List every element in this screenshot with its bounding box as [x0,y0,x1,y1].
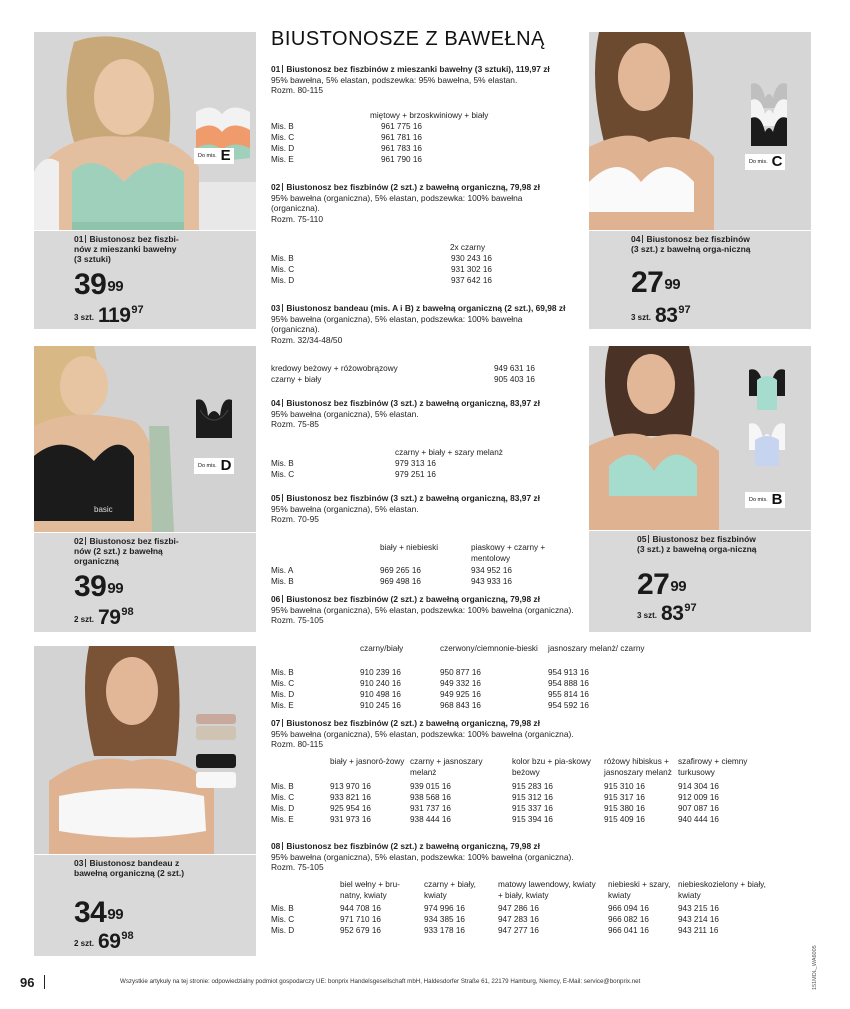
table-row: Mis. D 910 498 16 949 925 16 955 814 16 [271,690,589,699]
table-row: Mis. C 933 821 16 938 568 16 915 312 16 915 317 16 912 009 16 [271,793,719,802]
table-row: Mis. D 925 954 16 931 737 16 915 337 16 915 380 16 907 087 16 [271,804,719,813]
color-header: 2x czarny [450,243,486,252]
tile-title: 04 Biustonosz bez fiszbinów (3 szt.) z bawełną orga-niczną [631,234,751,254]
model-image-02 [34,346,256,532]
page-number: 96 [20,975,35,990]
table-row: kredowy beżowy + różowobrązowy 949 631 16 [271,364,535,373]
color-header: niebieskozielony + biały, kwiaty [678,880,766,900]
model-image-01 [34,32,256,230]
item-07: 07 Biustonosz bez fiszbinów (2 szt.) z bawełną organiczną, 79,98 zł 95% bawełna (organiczna), 5% elastan, podszewka: 100% bawełna (organiczna). Rozm. 80-115 [271,718,574,750]
tile-title: 02 Biustonosz bez fiszbi-nów (2 szt.) z bawełną organiczną [74,536,179,566]
table-row: Mis. E 931 973 16 938 444 16 915 394 16 915 409 16 940 444 16 [271,815,719,824]
item-04: 04 Biustonosz bez fiszbinów (3 szt.) z bawełną organiczną, 83,97 zł 95% bawełna (organiczna), 5% elastan. Rozm. 75-85 [271,398,540,430]
cup-size-badge: Do mis. B [745,492,785,508]
item-02: 02 Biustonosz bez fiszbinów (2 szt.) z bawełną organiczną, 79,98 zł 95% bawełna (organiczna), 5% elastan, podszewka: 100% bawełna (organiczna). Rozm. 75-110 [271,182,540,224]
product-photo-02 [34,346,256,532]
color-header: jasnoszary melanż/ czarny [548,644,645,653]
table-row: Mis. C 910 240 16 949 332 16 954 888 16 [271,679,589,688]
table-row: Mis. B 910 239 16 950 877 16 954 913 16 [271,668,589,677]
item-03: 03 Biustonosz bandeau (mis. A i B) z bawełną organiczną (2 szt.), 69,98 zł 95% bawełna (organiczna), 5% elastan, podszewka: 100% bawełna (organiczna). Rozm. 32/34-48/50 [271,303,566,345]
product-tile-04[interactable] [589,32,811,329]
unit-price: $39^{99}$ [74,570,124,603]
color-header: czarny + biały + szary melanż [395,448,503,457]
table-row: Mis. B 979 313 16 [271,459,436,468]
multipack-price: 2 szt. $79^{98}$ [74,606,134,629]
table-row: Mis. C 931 302 16 [271,265,492,274]
table-row: Mis. C 971 710 16 934 385 16 947 283 16 966 082 16 943 214 16 [271,915,719,924]
product-tile-01[interactable] [34,32,256,329]
model-image-03 [34,646,256,854]
table-row: Mis. B 961 775 16 [271,122,422,131]
color-header: różowy hibiskus + jasnoszary melanż [604,757,672,777]
page-title: BIUSTONOSZE Z BAWEŁNĄ [271,28,545,50]
table-row: Mis. B 969 498 16 943 933 16 [271,577,512,586]
table-row: Mis. D 937 642 16 [271,276,492,285]
color-header: szafirowy + ciemny turkusowy [678,757,748,777]
model-image-04 [589,32,811,230]
table-row: Mis. B 944 708 16 974 996 16 947 286 16 966 094 16 943 215 16 [271,904,719,913]
product-tile-02[interactable] [34,346,256,632]
color-header: matowy lawendowy, kwiaty + biały, kwiaty [498,880,596,900]
multipack-price: 3 szt. $119^{97}$ [74,304,144,327]
color-header: biały + niebieski [380,543,439,552]
table-row: czarny + biały 905 403 16 [271,375,535,384]
color-header: czarny/biały [360,644,404,653]
product-photo-04 [589,32,811,230]
product-tile-03[interactable] [34,646,256,956]
color-header: biel wełny + bru-natny, kwiaty [340,880,400,900]
page-number-divider [44,975,45,989]
table-row: Mis. E 961 790 16 [271,155,422,164]
color-header: czarny + jasnoszary melanż [410,757,483,777]
product-photo-01 [34,32,256,230]
unit-price: $27^{99}$ [631,266,681,299]
cup-size-badge: Do mis. D [194,458,234,474]
multipack-price: 3 szt. $83^{97}$ [631,304,691,327]
table-row: Mis. A 969 265 16 934 952 16 [271,566,512,575]
color-header: czarny + biały, kwiaty [424,880,476,900]
tile-title: 03 Biustonosz bandeau z bawełną organiczną (2 szt.) [74,858,185,878]
color-header: miętowy + brzoskwiniowy + biały [370,111,489,120]
unit-price: $27^{99}$ [637,568,687,601]
footer-legal-text: Wszystkie artykuły na tej stronie: odpowiedzialny podmiot gospodarczy UE: bonprix Handelsgesellschaft mbH, Haldesdorfer Straße 61, 22179 Hamburg, Niemcy, E-Mail: service@bonprix.net [120,978,641,985]
table-row: Mis. D 952 679 16 933 178 16 947 277 16 966 041 16 943 211 16 [271,926,719,935]
product-photo-03 [34,646,256,854]
item-08: 08 Biustonosz bez fiszbinów (2 szt.) z bawełną organiczną, 79,98 zł 95% bawełna (organiczna), 5% elastan, podszewka: 100% bawełna (organiczna). Rozm. 75-105 [271,841,574,873]
multipack-price: 2 szt. $69^{98}$ [74,930,134,953]
table-row: Mis. C 979 251 16 [271,470,436,479]
table-row: Mis. B 930 243 16 [271,254,492,263]
product-tile-05[interactable] [589,346,811,632]
cup-size-badge: Do mis. C [745,154,785,170]
color-header: kolor bzu + pia-skowy beżowy [512,757,591,777]
multipack-price: 3 szt. $83^{97}$ [637,602,697,625]
table-row: Mis. D 961 783 16 [271,144,422,153]
color-header: niebieski + szary, kwiaty [608,880,671,900]
tile-title: 05 Biustonosz bez fiszbinów (3 szt.) z bawełną orga-niczną [637,534,757,554]
tile-title: 01 Biustonosz bez fiszbi-nów z mieszanki bawełny (3 sztuki) [74,234,179,264]
item-01: 01 Biustonosz bez fiszbinów z mieszanki bawełny (3 sztuki), 119,97 zł 95% bawełna, 5% elastan, podszewka: 95% bawełna, 5% elastan. Rozm. 80-115 [271,64,550,96]
unit-price: $34^{99}$ [74,896,124,929]
unit-price: $39^{99}$ [74,268,124,301]
item-05: 05 Biustonosz bez fiszbinów (3 szt.) z bawełną organiczną, 83,97 zł 95% bawełna (organiczna), 5% elastan. Rozm. 70-95 [271,493,540,525]
table-row: Mis. C 961 781 16 [271,133,422,142]
svg-text:basic: basic [94,505,113,514]
item-06: 06 Biustonosz bez fiszbinów (2 szt.) z bawełną organiczną, 79,98 zł 95% bawełna (organiczna), 5% elastan, podszewka: 100% bawełna (organiczna). Rozm. 75-105 [271,594,574,626]
color-header: biały + jasnoró-żowy [330,757,405,766]
product-photo-05 [589,346,811,530]
table-row: Mis. B 913 970 16 939 015 16 915 283 16 915 310 16 914 304 16 [271,782,719,791]
catalog-code: 151MDL_WA6005 [812,945,818,990]
color-header: piaskowy + czarny + mentolowy [471,543,546,563]
cup-size-badge: Do mis. E [194,148,234,164]
color-header: czerwony/ciemnonie-bieski [440,644,538,653]
table-row: Mis. E 910 245 16 968 843 16 954 592 16 [271,701,589,710]
